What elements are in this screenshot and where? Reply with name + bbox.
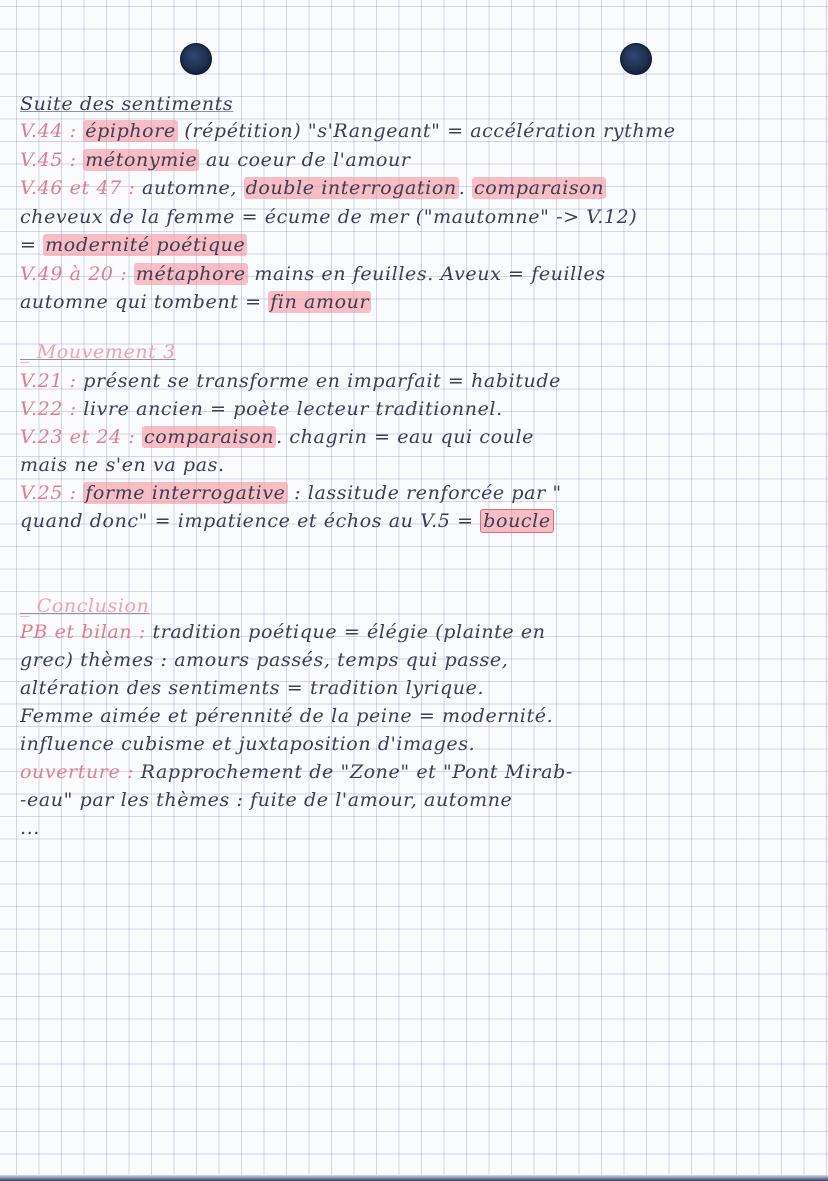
conclusion-line — [20, 732, 824, 756]
note-text: cheveux de la femme = écume de mer ("mautomne" -> V.12) — [20, 205, 638, 228]
highlighted-term: double interrogation — [245, 177, 457, 199]
note-text: Rapprochement de "Zone" et "Pont Mirab- — [140, 761, 573, 783]
highlighted-term: épiphore — [85, 120, 176, 142]
verse-reference: V.25 : — [20, 482, 84, 504]
highlighted-term: modernité poétique — [45, 234, 246, 256]
verse-reference: V.49 à 20 : — [20, 262, 134, 285]
note-text: mains en feuilles. Aveux = feuilles — [247, 262, 606, 285]
punch-hole-right — [620, 43, 652, 75]
conclusion-line — [20, 676, 824, 700]
mouvement3-line — [20, 425, 824, 449]
note-text: tradition poétique = élégie (plainte en — [152, 621, 546, 643]
verse-reference: V.46 et 47 : — [20, 177, 143, 199]
verse-reference: V.22 : — [20, 398, 84, 420]
note-text: mais ne s'en va pas. — [20, 454, 225, 476]
section-title-mouvement3: _ Mouvement 3 — [20, 341, 176, 363]
conclusion-line — [20, 648, 824, 672]
mouvement3-line — [20, 369, 824, 393]
highlighted-term: métaphore — [135, 262, 246, 285]
note-text: altération des sentiments = tradition lyrique. — [20, 677, 485, 699]
conclusion-line — [20, 760, 824, 784]
note-text: au coeur de l'amour — [199, 148, 411, 171]
note-text: : lassitude renforcée par " — [287, 482, 562, 504]
note-text: (répétition) "s'Rangeant" = accélération rythme — [177, 120, 676, 142]
mouvement3-line — [20, 509, 824, 533]
mouvement3-line — [20, 453, 824, 477]
highlighted-term: fin amour — [270, 291, 370, 313]
suite-line — [20, 262, 824, 286]
suite-line — [20, 205, 824, 229]
note-text: . chagrin = eau qui coule — [276, 426, 534, 448]
verse-reference: ouverture : — [20, 761, 141, 783]
conclusion-line — [20, 620, 824, 644]
note-text: influence cubisme et juxtaposition d'images. — [20, 733, 476, 755]
verse-reference: V.45 : — [20, 148, 84, 171]
suite-line — [20, 233, 824, 257]
highlighted-term: forme interrogative — [85, 482, 286, 504]
conclusion-line — [20, 704, 824, 728]
section-title-conclusion: _ Conclusion — [20, 595, 150, 617]
conclusion-line — [20, 816, 824, 840]
suite-line — [20, 119, 824, 143]
mouvement3-line — [20, 481, 824, 505]
verse-reference: V.44 : — [20, 120, 84, 142]
highlighted-term: métonymie — [85, 148, 198, 171]
punch-hole-left — [180, 43, 212, 75]
verse-reference: PB et bilan : — [20, 621, 153, 643]
suite-line — [20, 290, 824, 314]
suite-line — [20, 148, 824, 172]
note-text: . — [458, 177, 472, 199]
mouvement3-line — [20, 397, 824, 421]
note-text: grec) thèmes : amours passés, temps qui passe, — [20, 649, 509, 671]
note-text: présent se transforme en imparfait = habitude — [83, 370, 561, 392]
note-text: livre ancien = poète lecteur traditionnel. — [83, 398, 503, 420]
conclusion-line — [20, 788, 824, 812]
suite-line — [20, 176, 824, 200]
note-text: Femme aimée et pérennité de la peine = modernité. — [20, 705, 554, 727]
note-text: automne qui tombent = — [20, 291, 269, 313]
highlighted-term: comparaison — [474, 177, 605, 199]
highlighted-term: boucle — [480, 509, 553, 533]
page-bottom-edge — [0, 1175, 828, 1181]
note-text: ... — [20, 817, 40, 839]
note-text: -eau" par les thèmes : fuite de l'amour, automne — [20, 789, 513, 811]
highlighted-term: comparaison — [144, 426, 275, 448]
note-text: automne, — [142, 177, 244, 199]
verse-reference: V.23 et 24 : — [20, 426, 143, 448]
note-text: = — [20, 234, 44, 256]
verse-reference: V.21 : — [20, 370, 84, 392]
note-text: quand donc" = impatience et échos au V.5 = — [20, 510, 481, 532]
section-title-suite: Suite des sentiments — [20, 93, 234, 115]
